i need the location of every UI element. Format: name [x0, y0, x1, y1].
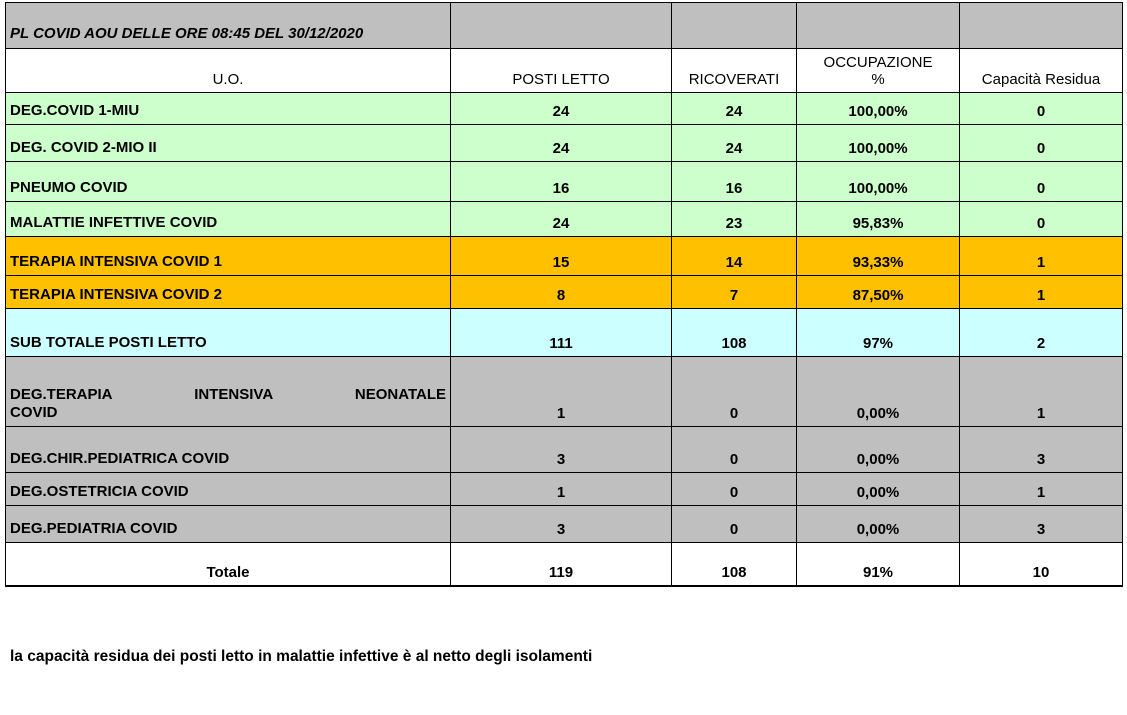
cell-capacita-residua: 1: [960, 237, 1123, 276]
table-row: [6, 506, 1123, 543]
cell-posti-letto: 119: [451, 543, 672, 586]
cell-occupazione: 87,50%: [797, 276, 960, 309]
header-row: [6, 49, 1123, 93]
cell-ricoverati: 0: [672, 357, 797, 427]
cell-uo: SUB TOTALE POSTI LETTO: [6, 309, 451, 357]
cell-occupazione: 100,00%: [797, 125, 960, 162]
cell-ricoverati: 7: [672, 276, 797, 309]
table-row: [6, 237, 1123, 276]
subtotal-row: [6, 309, 1123, 357]
cell-posti-letto: 3: [451, 427, 672, 473]
uo-line1: DEG.TERAPIA INTENSIVA NEONATALE: [10, 386, 446, 403]
table-row: [6, 357, 1123, 427]
cell-posti-letto: 24: [451, 93, 672, 125]
cell-occupazione: 95,83%: [797, 202, 960, 237]
report-title: [6, 3, 451, 49]
cell-uo: PNEUMO COVID: [6, 162, 451, 202]
cell-capacita-residua: 1: [960, 276, 1123, 309]
cell-ricoverati: 108: [672, 543, 797, 586]
cell-capacita-residua: 0: [960, 93, 1123, 125]
column-header-ricoverati: RICOVERATI: [672, 49, 797, 93]
table-row: [6, 93, 1123, 125]
column-header-occupazione-text: OCCUPAZIONE %: [823, 53, 933, 88]
cell-uo: Totale: [6, 543, 451, 586]
empty-cell: [960, 3, 1123, 49]
cell-posti-letto: 8: [451, 276, 672, 309]
cell-ricoverati: 23: [672, 202, 797, 237]
table-row: [6, 427, 1123, 473]
cell-ricoverati: 0: [672, 506, 797, 543]
cell-occupazione: 100,00%: [797, 162, 960, 202]
cell-posti-letto: 1: [451, 473, 672, 506]
cell-ricoverati: 16: [672, 162, 797, 202]
cell-occupazione: 0,00%: [797, 427, 960, 473]
cell-capacita-residua: 1: [960, 473, 1123, 506]
cell-posti-letto: 16: [451, 162, 672, 202]
cell-capacita-residua: 0: [960, 162, 1123, 202]
cell-occupazione: 0,00%: [797, 357, 960, 427]
total-row: [6, 543, 1123, 586]
report-title-text: PL COVID AOU DELLE ORE 08:45 DEL 30/12/2020: [10, 25, 364, 43]
column-header-uo: U.O.: [6, 49, 451, 93]
cell-capacita-residua: 0: [960, 125, 1123, 162]
cell-posti-letto: 111: [451, 309, 672, 357]
cell-capacita-residua: 0: [960, 202, 1123, 237]
empty-cell: [672, 3, 797, 49]
cell-posti-letto: 24: [451, 202, 672, 237]
cell-posti-letto: 1: [451, 357, 672, 427]
cell-occupazione: 100,00%: [797, 93, 960, 125]
cell-uo: DEG.OSTETRICIA COVID: [6, 473, 451, 506]
table-row: [6, 125, 1123, 162]
cell-posti-letto: 15: [451, 237, 672, 276]
column-header-occupazione: [797, 49, 960, 93]
title-row: [6, 3, 1123, 49]
empty-cell: [797, 3, 960, 49]
cell-uo: DEG.COVID 1-MIU: [6, 93, 451, 125]
cell-uo: [6, 357, 451, 427]
cell-uo: TERAPIA INTENSIVA COVID 2: [6, 276, 451, 309]
cell-uo: DEG.CHIR.PEDIATRICA COVID: [6, 427, 451, 473]
cell-capacita-residua: 1: [960, 357, 1123, 427]
empty-cell: [451, 3, 672, 49]
cell-ricoverati: 0: [672, 427, 797, 473]
footnote: la capacità residua dei posti letto in malattie infettive è al netto degli isolamenti: [10, 648, 593, 665]
cell-occupazione: 93,33%: [797, 237, 960, 276]
cell-ricoverati: 24: [672, 93, 797, 125]
cell-ricoverati: 0: [672, 473, 797, 506]
cell-uo: DEG.PEDIATRIA COVID: [6, 506, 451, 543]
table-row: [6, 276, 1123, 309]
table-row: [6, 473, 1123, 506]
cell-capacita-residua: 10: [960, 543, 1123, 586]
uo-line2: COVID: [10, 404, 58, 421]
cell-capacita-residua: 3: [960, 506, 1123, 543]
column-header-posti-letto: POSTI LETTO: [451, 49, 672, 93]
cell-occupazione: 0,00%: [797, 473, 960, 506]
cell-ricoverati: 24: [672, 125, 797, 162]
cell-capacita-residua: 3: [960, 427, 1123, 473]
cell-occupazione: 91%: [797, 543, 960, 586]
cell-posti-letto: 3: [451, 506, 672, 543]
cell-ricoverati: 108: [672, 309, 797, 357]
cell-uo: TERAPIA INTENSIVA COVID 1: [6, 237, 451, 276]
cell-occupazione: 97%: [797, 309, 960, 357]
covid-beds-table: [5, 2, 1123, 587]
cell-ricoverati: 14: [672, 237, 797, 276]
cell-capacita-residua: 2: [960, 309, 1123, 357]
cell-posti-letto: 24: [451, 125, 672, 162]
column-header-capacita-residua: Capacità Residua: [960, 49, 1123, 93]
table-row: [6, 162, 1123, 202]
cell-uo: MALATTIE INFETTIVE COVID: [6, 202, 451, 237]
cell-occupazione: 0,00%: [797, 506, 960, 543]
table-row: [6, 202, 1123, 237]
cell-uo: DEG. COVID 2-MIO II: [6, 125, 451, 162]
